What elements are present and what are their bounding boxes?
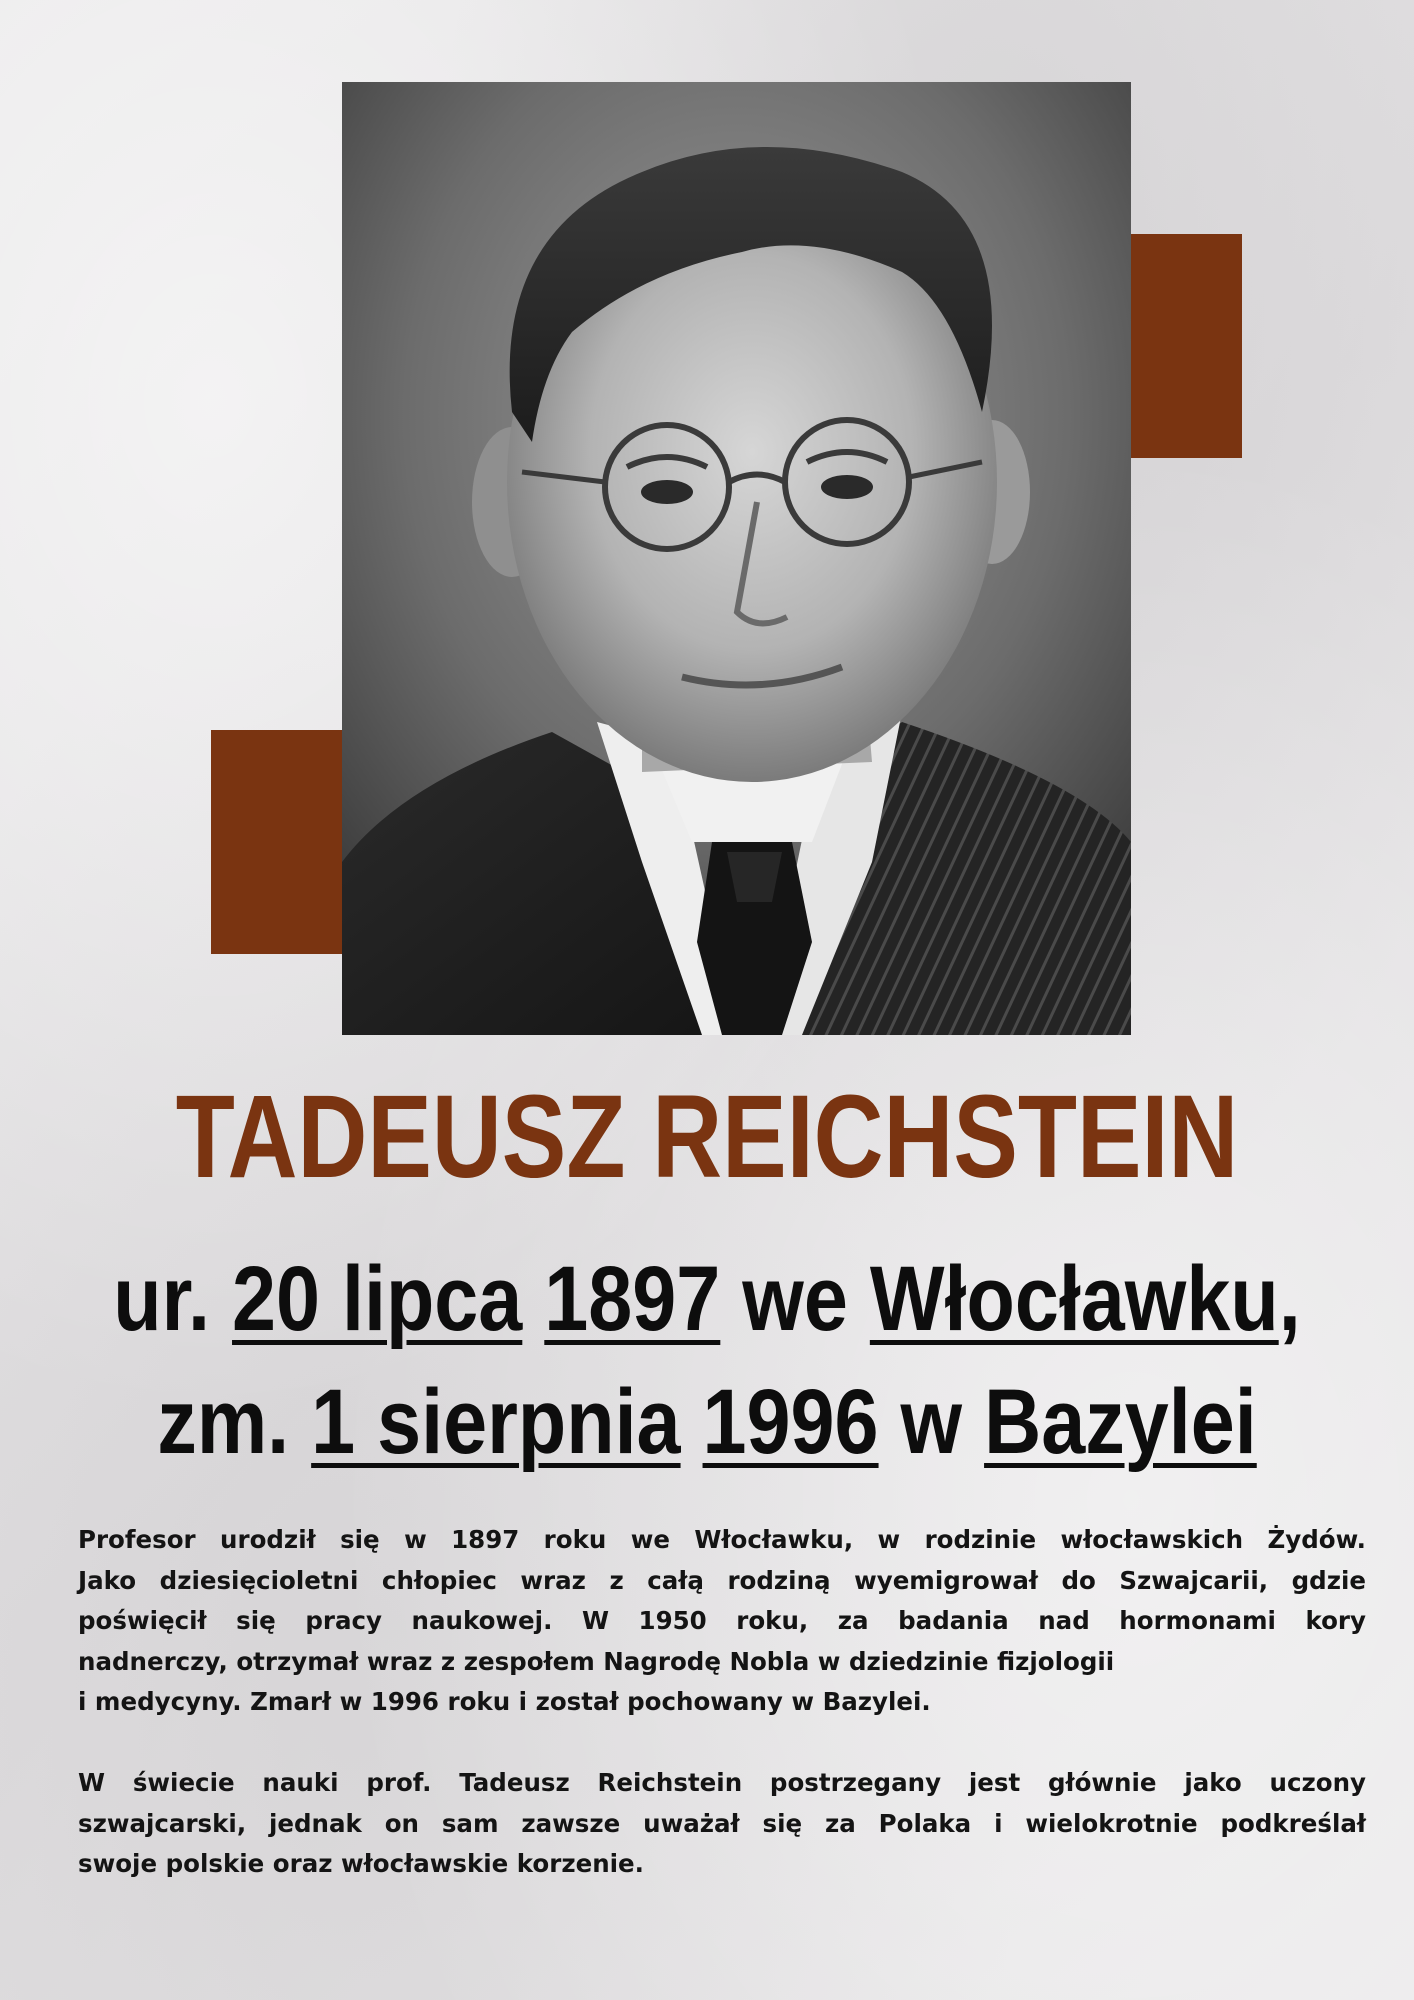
death-year-link[interactable]: 1996 xyxy=(702,1371,879,1473)
death-place-link[interactable]: Bazylei xyxy=(984,1371,1257,1473)
death-date-link[interactable]: 1 sierpnia xyxy=(311,1371,681,1473)
born-suffix: , xyxy=(1278,1248,1301,1350)
death-info xyxy=(99,1368,1315,1476)
bio-line: Profesor urodził się w 1897 roku we Włocławku, w rodzinie włocławskich Żydów. xyxy=(78,1525,1366,1554)
born-prefix: ur. xyxy=(113,1248,211,1350)
bio-line: i medycyny. Zmarł w 1996 roku i został pochowany w Bazylei. xyxy=(78,1687,931,1716)
bio-line: poświęcił się pracy naukowej. W 1950 roku, za badania nad hormonami kory xyxy=(78,1606,1366,1635)
birth-place-link[interactable]: Włocławku xyxy=(869,1248,1279,1350)
birth-date-link[interactable]: 20 lipca xyxy=(232,1248,523,1350)
birth-year-link[interactable]: 1897 xyxy=(544,1248,721,1350)
bio-paragraph-1 xyxy=(78,1520,1366,1723)
portrait-photo xyxy=(342,82,1131,1035)
accent-block-right xyxy=(1130,234,1242,458)
birth-info xyxy=(99,1245,1315,1353)
died-prefix: zm. xyxy=(157,1371,290,1473)
bio-line: Jako dziesięcioletni chłopiec wraz z całą rodziną wyemigrował do Szwajcarii, gdzie xyxy=(78,1565,1366,1595)
bio-line: W świecie nauki prof. Tadeusz Reichstein postrzegany jest głównie jako uczony xyxy=(78,1768,1366,1797)
bio-paragraph-2 xyxy=(78,1763,1366,1885)
born-place-prefix: we xyxy=(742,1248,848,1350)
accent-block-left xyxy=(211,730,343,954)
page-title: TADEUSZ REICHSTEIN xyxy=(175,1071,1239,1203)
bio-line: nadnerczy, otrzymał wraz z zespołem Nagrodę Nobla w dziedzinie fizjologii xyxy=(78,1646,1115,1676)
bio-line: swoje polskie oraz włocławskie korzenie. xyxy=(78,1849,644,1878)
died-place-prefix: w xyxy=(900,1371,963,1473)
bio-line: szwajcarski, jednak on sam zawsze uważał się za Polaka i wielokrotnie podkreślał xyxy=(78,1808,1366,1838)
